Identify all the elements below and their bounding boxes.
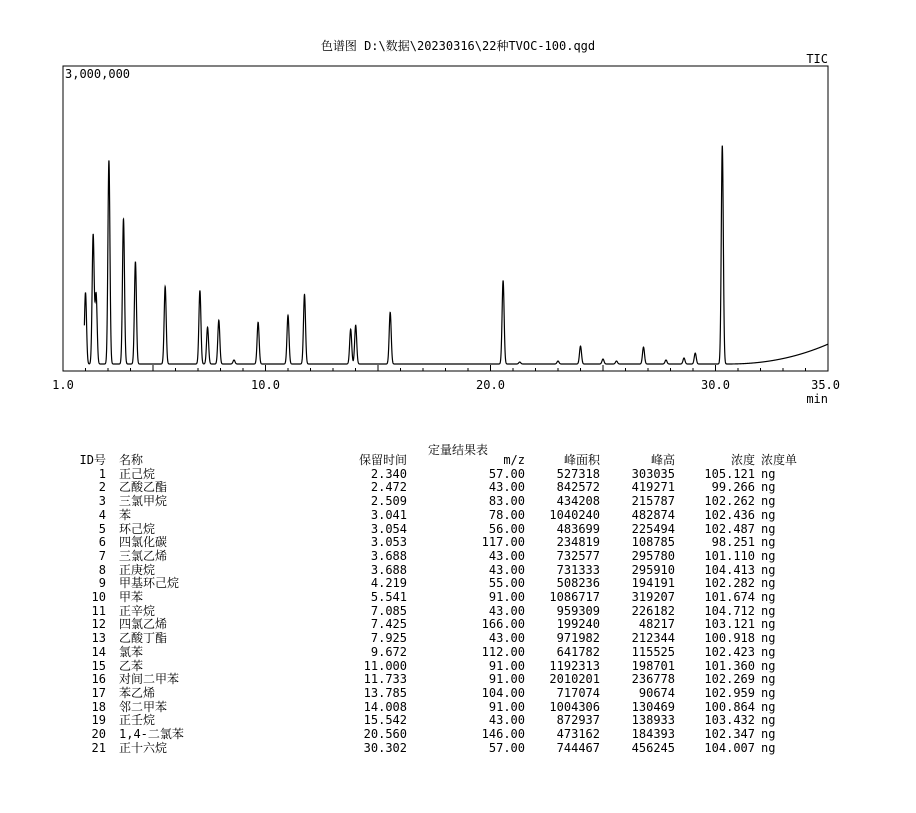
cell-concentration: 102.959: [704, 685, 755, 700]
tic-trace: [84, 146, 828, 364]
cell-unit: ng: [761, 658, 776, 673]
table-row: [76, 523, 821, 537]
cell-peak-height: 115525: [631, 644, 675, 659]
cell-mz: 56.00: [488, 521, 525, 536]
cell-unit: ng: [761, 494, 776, 509]
cell-name: 苯: [119, 507, 132, 522]
table-header-row: [76, 454, 821, 468]
table-row: [76, 701, 821, 715]
cell-peak-height: 295910: [631, 562, 675, 577]
cell-peak-area: 1192313: [549, 658, 600, 673]
cell-concentration: 101.360: [704, 658, 755, 673]
cell-peak-height: 456245: [631, 740, 675, 755]
cell-retention-time: 20.560: [363, 727, 407, 742]
cell-peak-height: 184393: [631, 727, 675, 742]
table-row: [76, 605, 821, 619]
cell-concentration: 101.110: [704, 548, 755, 563]
cell-id: 10: [91, 590, 106, 605]
x-tick-label: 30.0: [701, 378, 730, 392]
cell-mz: 91.00: [488, 658, 525, 673]
chromatogram-title: 色谱图 D:\数据\20230316\22种TVOC-100.qgd: [320, 39, 596, 53]
cell-retention-time: 5.541: [370, 590, 407, 605]
cell-retention-time: 2.340: [370, 466, 407, 481]
cell-peak-area: 971982: [556, 631, 600, 646]
cell-name: 正壬烷: [119, 713, 156, 728]
cell-retention-time: 2.472: [370, 480, 407, 495]
cell-id: 13: [91, 631, 106, 646]
cell-unit: ng: [761, 548, 776, 563]
cell-peak-area: 2010201: [549, 672, 600, 687]
cell-peak-area: 508236: [556, 576, 600, 591]
table-row: [76, 564, 821, 578]
results-table-title: 定量结果表: [427, 443, 488, 457]
cell-peak-area: 641782: [556, 644, 600, 659]
cell-peak-height: 194191: [631, 576, 675, 591]
cell-concentration: 100.864: [704, 699, 755, 714]
cell-retention-time: 7.085: [370, 603, 407, 618]
cell-peak-height: 225494: [631, 521, 675, 536]
cell-concentration: 102.269: [704, 672, 755, 687]
cell-concentration: 105.121: [704, 466, 755, 481]
cell-mz: 91.00: [488, 699, 525, 714]
cell-name: 1,4-二氯苯: [119, 727, 184, 742]
cell-mz: 43.00: [488, 480, 525, 495]
cell-peak-area: 199240: [556, 617, 600, 632]
cell-unit: ng: [761, 672, 776, 687]
table-row: [76, 646, 821, 660]
cell-concentration: 104.712: [704, 603, 755, 618]
cell-concentration: 102.487: [704, 521, 755, 536]
x-tick-label: 20.0: [476, 378, 505, 392]
table-row: [76, 632, 821, 646]
cell-peak-area: 717074: [556, 685, 600, 700]
cell-peak-area: 959309: [556, 603, 600, 618]
cell-mz: 43.00: [488, 562, 525, 577]
cell-name: 三氯乙烯: [119, 548, 168, 563]
cell-name: 对间二甲苯: [119, 672, 180, 687]
cell-name: 甲基环己烷: [119, 576, 180, 591]
cell-retention-time: 14.008: [363, 699, 407, 714]
cell-id: 8: [98, 562, 106, 577]
cell-retention-time: 3.041: [370, 507, 407, 522]
table-row: [76, 495, 821, 509]
cell-concentration: 99.266: [711, 480, 755, 495]
header-peak-height: 峰高: [650, 453, 675, 467]
header-id: ID号: [79, 453, 106, 467]
cell-peak-area: 1086717: [549, 590, 600, 605]
cell-peak-area: 1040240: [549, 507, 600, 522]
cell-id: 19: [91, 713, 106, 728]
cell-peak-height: 198701: [631, 658, 675, 673]
cell-peak-height: 295780: [631, 548, 675, 563]
results-table-body: [76, 468, 821, 756]
cell-unit: ng: [761, 590, 776, 605]
table-row: [76, 481, 821, 495]
cell-unit: ng: [761, 480, 776, 495]
cell-id: 6: [98, 535, 106, 550]
cell-concentration: 102.282: [704, 576, 755, 591]
cell-unit: ng: [761, 740, 776, 755]
cell-retention-time: 30.302: [363, 740, 407, 755]
cell-retention-time: 11.000: [363, 658, 407, 673]
cell-name: 氯苯: [119, 644, 144, 659]
cell-id: 18: [91, 699, 106, 714]
x-tick-label: 35.0: [811, 378, 840, 392]
table-row: [76, 591, 821, 605]
cell-mz: 117.00: [481, 535, 525, 550]
cell-peak-area: 731333: [556, 562, 600, 577]
cell-name: 三氯甲烷: [119, 494, 168, 509]
cell-peak-height: 226182: [631, 603, 675, 618]
cell-peak-height: 138933: [631, 713, 675, 728]
cell-peak-area: 744467: [556, 740, 600, 755]
cell-mz: 78.00: [488, 507, 525, 522]
cell-unit: ng: [761, 535, 776, 550]
cell-unit: ng: [761, 644, 776, 659]
cell-mz: 43.00: [488, 713, 525, 728]
cell-peak-height: 303035: [631, 466, 675, 481]
table-row: [76, 673, 821, 687]
cell-retention-time: 3.688: [370, 562, 407, 577]
cell-id: 21: [91, 740, 106, 755]
cell-mz: 91.00: [488, 672, 525, 687]
cell-peak-height: 236778: [631, 672, 675, 687]
table-row: [76, 714, 821, 728]
table-row: [76, 509, 821, 523]
header-retention-time: 保留时间: [358, 453, 407, 467]
cell-mz: 91.00: [488, 590, 525, 605]
cell-concentration: 101.674: [704, 590, 755, 605]
cell-retention-time: 7.925: [370, 631, 407, 646]
y-max-label: 3,000,000: [65, 67, 131, 81]
cell-mz: 57.00: [488, 466, 525, 481]
cell-name: 正己烷: [119, 466, 156, 481]
cell-name: 四氯化碳: [119, 535, 168, 550]
cell-id: 1: [98, 466, 106, 481]
x-axis-unit: min: [806, 392, 828, 406]
cell-unit: ng: [761, 562, 776, 577]
cell-peak-area: 527318: [556, 466, 600, 481]
cell-name: 乙酸乙酯: [119, 480, 168, 495]
cell-peak-height: 48217: [638, 617, 675, 632]
cell-mz: 55.00: [488, 576, 525, 591]
cell-peak-height: 419271: [631, 480, 675, 495]
cell-peak-area: 473162: [556, 727, 600, 742]
table-row: [76, 742, 821, 756]
cell-mz: 112.00: [481, 644, 525, 659]
cell-id: 3: [98, 494, 106, 509]
cell-unit: ng: [761, 466, 776, 481]
cell-unit: ng: [761, 631, 776, 646]
cell-peak-height: 108785: [631, 535, 675, 550]
header-concentration-unit: 浓度单: [761, 453, 798, 467]
table-row: [76, 687, 821, 701]
cell-peak-height: 90674: [638, 685, 675, 700]
cell-id: 16: [91, 672, 106, 687]
cell-name: 乙酸丁酯: [119, 631, 168, 646]
cell-unit: ng: [761, 507, 776, 522]
cell-id: 7: [98, 548, 106, 563]
cell-retention-time: 3.688: [370, 548, 407, 563]
table-row: [76, 536, 821, 550]
cell-concentration: 102.423: [704, 644, 755, 659]
header-name: 名称: [119, 453, 144, 467]
cell-retention-time: 11.733: [363, 672, 407, 687]
cell-concentration: 102.436: [704, 507, 755, 522]
cell-name: 邻二甲苯: [119, 699, 168, 714]
table-row: [76, 660, 821, 674]
cell-retention-time: 13.785: [363, 685, 407, 700]
cell-peak-area: 483699: [556, 521, 600, 536]
cell-id: 15: [91, 658, 106, 673]
cell-name: 苯乙烯: [119, 685, 156, 700]
cell-peak-height: 130469: [631, 699, 675, 714]
cell-mz: 57.00: [488, 740, 525, 755]
cell-id: 11: [91, 603, 106, 618]
cell-concentration: 98.251: [711, 535, 755, 550]
cell-retention-time: 3.053: [370, 535, 407, 550]
cell-unit: ng: [761, 521, 776, 536]
cell-peak-height: 482874: [631, 507, 675, 522]
header-mz: m/z: [503, 453, 525, 467]
cell-name: 正庚烷: [119, 562, 156, 577]
cell-retention-time: 3.054: [370, 521, 407, 536]
table-row: [76, 618, 821, 632]
plot-frame: [63, 66, 828, 371]
cell-id: 2: [98, 480, 106, 495]
cell-name: 正辛烷: [119, 603, 156, 618]
header-peak-area: 峰面积: [563, 453, 600, 467]
table-row: [76, 728, 821, 742]
cell-id: 20: [91, 727, 106, 742]
cell-mz: 43.00: [488, 631, 525, 646]
cell-concentration: 103.121: [704, 617, 755, 632]
x-tick-label: 10.0: [251, 378, 280, 392]
cell-id: 17: [91, 685, 106, 700]
cell-peak-height: 319207: [631, 590, 675, 605]
cell-id: 14: [91, 644, 106, 659]
cell-id: 12: [91, 617, 106, 632]
cell-mz: 146.00: [481, 727, 525, 742]
cell-concentration: 100.918: [704, 631, 755, 646]
results-table: [76, 454, 821, 755]
header-concentration: 浓度: [730, 453, 755, 467]
cell-unit: ng: [761, 727, 776, 742]
cell-unit: ng: [761, 713, 776, 728]
cell-id: 9: [98, 576, 106, 591]
x-axis-ticks: [52, 365, 840, 392]
cell-mz: 83.00: [488, 494, 525, 509]
cell-mz: 43.00: [488, 548, 525, 563]
cell-peak-height: 215787: [631, 494, 675, 509]
cell-peak-area: 872937: [556, 713, 600, 728]
cell-peak-area: 842572: [556, 480, 600, 495]
x-tick-label: 1.0: [52, 378, 74, 392]
cell-unit: ng: [761, 685, 776, 700]
cell-id: 5: [98, 521, 106, 536]
cell-concentration: 102.262: [704, 494, 755, 509]
tic-label: TIC: [806, 52, 828, 66]
cell-peak-height: 212344: [631, 631, 675, 646]
cell-mz: 104.00: [481, 685, 525, 700]
cell-id: 4: [98, 507, 106, 522]
cell-concentration: 102.347: [704, 727, 755, 742]
cell-concentration: 104.007: [704, 740, 755, 755]
table-row: [76, 468, 821, 482]
cell-name: 正十六烷: [119, 740, 168, 755]
table-row: [76, 577, 821, 591]
cell-unit: ng: [761, 699, 776, 714]
cell-unit: ng: [761, 603, 776, 618]
table-row: [76, 550, 821, 564]
cell-peak-area: 234819: [556, 535, 600, 550]
cell-concentration: 103.432: [704, 713, 755, 728]
cell-name: 甲苯: [119, 590, 144, 605]
cell-peak-area: 732577: [556, 548, 600, 563]
cell-name: 四氯乙烯: [119, 617, 168, 632]
cell-name: 乙苯: [119, 658, 144, 673]
cell-unit: ng: [761, 617, 776, 632]
cell-retention-time: 2.509: [370, 494, 407, 509]
cell-retention-time: 15.542: [363, 713, 407, 728]
cell-mz: 43.00: [488, 603, 525, 618]
cell-retention-time: 9.672: [370, 644, 407, 659]
cell-concentration: 104.413: [704, 562, 755, 577]
cell-peak-area: 434208: [556, 494, 600, 509]
cell-retention-time: 4.219: [370, 576, 407, 591]
cell-mz: 166.00: [481, 617, 525, 632]
cell-retention-time: 7.425: [370, 617, 407, 632]
cell-unit: ng: [761, 576, 776, 591]
cell-name: 环己烷: [119, 521, 156, 536]
cell-peak-area: 1004306: [549, 699, 600, 714]
